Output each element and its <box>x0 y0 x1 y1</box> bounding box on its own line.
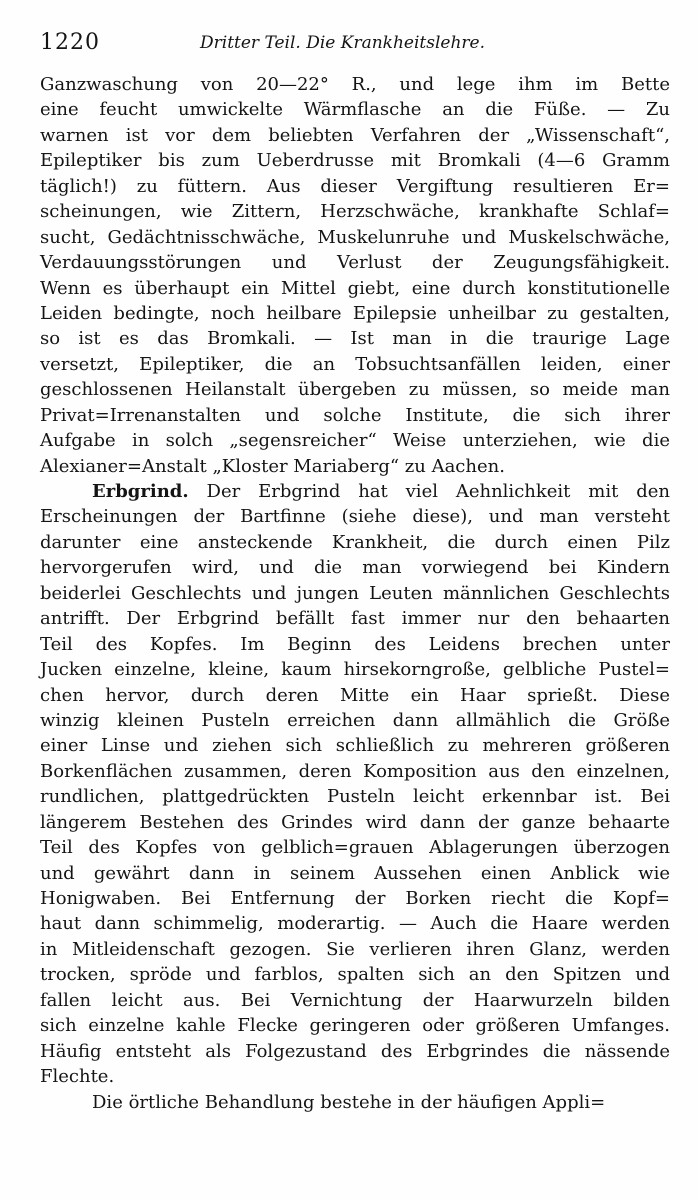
text-line <box>40 504 670 529</box>
text-line <box>40 428 670 453</box>
text-line <box>40 72 670 97</box>
text-line <box>40 708 670 733</box>
text-line <box>40 352 670 377</box>
text-line <box>40 377 670 402</box>
line-text: Erscheinungen der Bartfinne (siehe diese), und man versteht <box>40 506 670 528</box>
text-line <box>40 530 670 555</box>
running-head: Dritter Teil. Die Krankheitslehre. <box>200 33 485 53</box>
text-line <box>40 835 670 860</box>
line-text: Alexianer=Anstalt „Kloster Mariaberg“ zu Aachen. <box>40 455 505 477</box>
text-line <box>40 988 670 1013</box>
text-line <box>40 250 670 275</box>
line-text: Privat=Irrenanstalten und solche Institute, die sich ihrer <box>40 404 670 426</box>
text-line <box>40 1090 670 1115</box>
line-text: antrifft. Der Erbgrind befällt fast immer nur den behaarten <box>40 608 670 630</box>
text-line <box>40 886 670 911</box>
text-line <box>40 581 670 606</box>
text-line <box>40 1039 670 1064</box>
text-line <box>40 810 670 835</box>
line-text: Wenn es überhaupt ein Mittel giebt, eine durch konstitutionelle <box>40 277 670 299</box>
text-line <box>40 555 670 580</box>
line-text: beiderlei Geschlechts und jungen Leuten männlichen Geschlechts <box>40 582 670 604</box>
line-text: längerem Bestehen des Grindes wird dann der ganze behaarte <box>40 811 670 833</box>
text-line <box>40 606 670 631</box>
line-text: Aufgabe in solch „segensreicher“ Weise unterziehen, wie die <box>40 430 670 452</box>
line-text: so ist es das Bromkali. — Ist man in die traurige Lage <box>40 328 670 350</box>
text-line <box>40 962 670 987</box>
page-header <box>40 30 680 60</box>
line-text: und gewährt dann in seinem Aussehen einen Anblick wie <box>40 862 670 884</box>
text-line <box>40 403 670 428</box>
line-text: versetzt, Epileptiker, die an Tobsuchtsanfällen leiden, einer <box>40 353 670 375</box>
text-line <box>40 937 670 962</box>
line-text: Teil des Kopfes. Im Beginn des Leidens brechen unter <box>40 633 670 655</box>
line-text: Häufig entsteht als Folgezustand des Erbgrindes die nässende <box>40 1040 670 1062</box>
line-text: Verdauungsstörungen und Verlust der Zeugungsfähigkeit. <box>40 252 670 274</box>
line-text: täglich!) zu füttern. Aus dieser Vergiftung resultieren Er= <box>40 175 670 197</box>
line-text: haut dann schimmelig, moderartig. — Auch die Haare werden <box>40 913 670 935</box>
line-text: geschlossenen Heilanstalt übergeben zu müssen, so meide man <box>40 379 670 401</box>
line-text: warnen ist vor dem beliebten Verfahren der „Wissenschaft“, <box>40 124 670 146</box>
line-text: Ganzwaschung von 20—22° R., und lege ihm im Bette <box>40 74 670 95</box>
line-text: Die örtliche Behandlung bestehe in der häufigen Appli= <box>92 1091 606 1113</box>
line-text: trocken, spröde und farblos, spalten sich an den Spitzen und <box>40 964 670 986</box>
text-line <box>40 784 670 809</box>
text-line <box>40 174 670 199</box>
text-line <box>40 861 670 886</box>
text-line <box>40 276 670 301</box>
text-line <box>40 123 670 148</box>
entry-term: Erbgrind. <box>92 481 189 502</box>
line-text: chen hervor, durch deren Mitte ein Haar sprießt. Diese <box>40 684 670 706</box>
line-text: Honigwaben. Bei Entfernung der Borken riecht die Kopf= <box>40 888 670 909</box>
line-text: Der Erbgrind hat viel Aehnlichkeit mit den <box>188 481 670 502</box>
body-text <box>40 72 670 1115</box>
line-text: scheinungen, wie Zittern, Herzschwäche, krankhafte Schlaf= <box>40 201 670 223</box>
line-text: Flechte. <box>40 1066 115 1088</box>
text-line <box>40 759 670 784</box>
line-text: Epileptiker bis zum Ueberdrusse mit Bromkali (4—6 Gramm <box>40 150 670 172</box>
text-line <box>40 148 670 173</box>
text-line <box>40 479 670 504</box>
line-text: Borkenflächen zusammen, deren Komposition aus den einzelnen, <box>40 760 670 782</box>
text-line <box>40 733 670 758</box>
text-line <box>40 1064 670 1089</box>
text-line <box>40 97 670 122</box>
text-line <box>40 632 670 657</box>
line-text: hervorgerufen wird, und die man vorwiegend bei Kindern <box>40 557 670 579</box>
text-line <box>40 657 670 682</box>
line-text: Leiden bedingte, noch heilbare Epilepsie unheilbar zu gestalten, <box>40 302 670 324</box>
text-line <box>40 683 670 708</box>
text-line <box>40 326 670 351</box>
line-text: in Mitleidenschaft gezogen. Sie verlieren ihren Glanz, werden <box>40 938 670 960</box>
line-text: einer Linse und ziehen sich schließlich zu mehreren größeren <box>40 735 670 757</box>
text-line <box>40 301 670 326</box>
text-line <box>40 911 670 936</box>
line-text: Teil des Kopfes von gelblich=grauen Ablagerungen überzogen <box>40 837 670 859</box>
text-line <box>40 1013 670 1038</box>
line-text: sich einzelne kahle Flecke geringeren oder größeren Umfanges. <box>40 1015 670 1037</box>
line-text: fallen leicht aus. Bei Vernichtung der Haarwurzeln bilden <box>40 989 670 1011</box>
text-line <box>40 225 670 250</box>
line-text: eine feucht umwickelte Wärmflasche an die Füße. — Zu <box>40 99 670 121</box>
page-number: 1220 <box>40 30 100 55</box>
line-text: Jucken einzelne, kleine, kaum hirsekorngroße, gelbliche Pustel= <box>40 659 670 681</box>
line-text: darunter eine ansteckende Krankheit, die durch einen Pilz <box>40 531 670 553</box>
text-line <box>40 454 670 479</box>
text-line <box>40 199 670 224</box>
line-text: sucht, Gedächtnisschwäche, Muskelunruhe und Muskelschwäche, <box>40 226 670 248</box>
line-text: rundlichen, plattgedrückten Pusteln leicht erkennbar ist. Bei <box>40 786 670 808</box>
line-text: winzig kleinen Pusteln erreichen dann allmählich die Größe <box>40 709 670 731</box>
